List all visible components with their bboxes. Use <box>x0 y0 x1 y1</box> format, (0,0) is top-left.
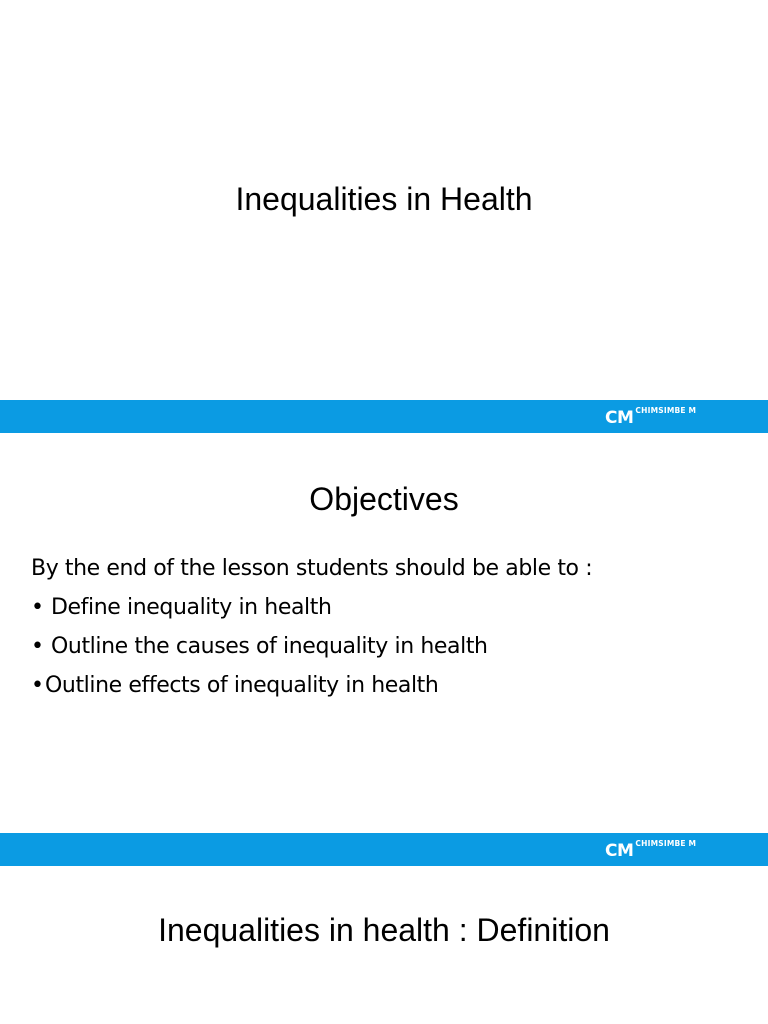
bullet-icon: • <box>31 634 44 659</box>
brand-logo <box>605 838 696 860</box>
slide-definition <box>0 866 768 1024</box>
logo-name: CHIMSIMBE M <box>635 839 697 848</box>
list-item <box>31 588 731 627</box>
slide-footer-band <box>0 833 768 866</box>
logo-initials: CM <box>605 408 634 428</box>
brand-logo <box>605 405 696 427</box>
objectives-intro: By the end of the lesson students should be able to : <box>31 556 593 581</box>
list-item-text: Outline the causes of inequality in health <box>51 634 488 659</box>
definition-heading: Inequalities in health : Definition <box>158 912 610 948</box>
list-item <box>31 627 731 666</box>
slide-title-heading: Inequalities in Health <box>235 181 533 217</box>
logo-name: CHIMSIMBE M <box>635 406 697 415</box>
list-item-text: Outline effects of inequality in health <box>45 673 439 698</box>
objectives-heading: Objectives <box>309 481 459 517</box>
slide-objectives <box>0 433 768 833</box>
list-item <box>31 666 731 705</box>
bullet-icon: • <box>31 673 44 698</box>
slide-footer-band <box>0 400 768 433</box>
objectives-body <box>31 549 731 705</box>
slide-title <box>0 0 768 400</box>
list-item-text: Define inequality in health <box>51 595 332 620</box>
bullet-icon: • <box>31 595 44 620</box>
logo-initials: CM <box>605 841 634 861</box>
